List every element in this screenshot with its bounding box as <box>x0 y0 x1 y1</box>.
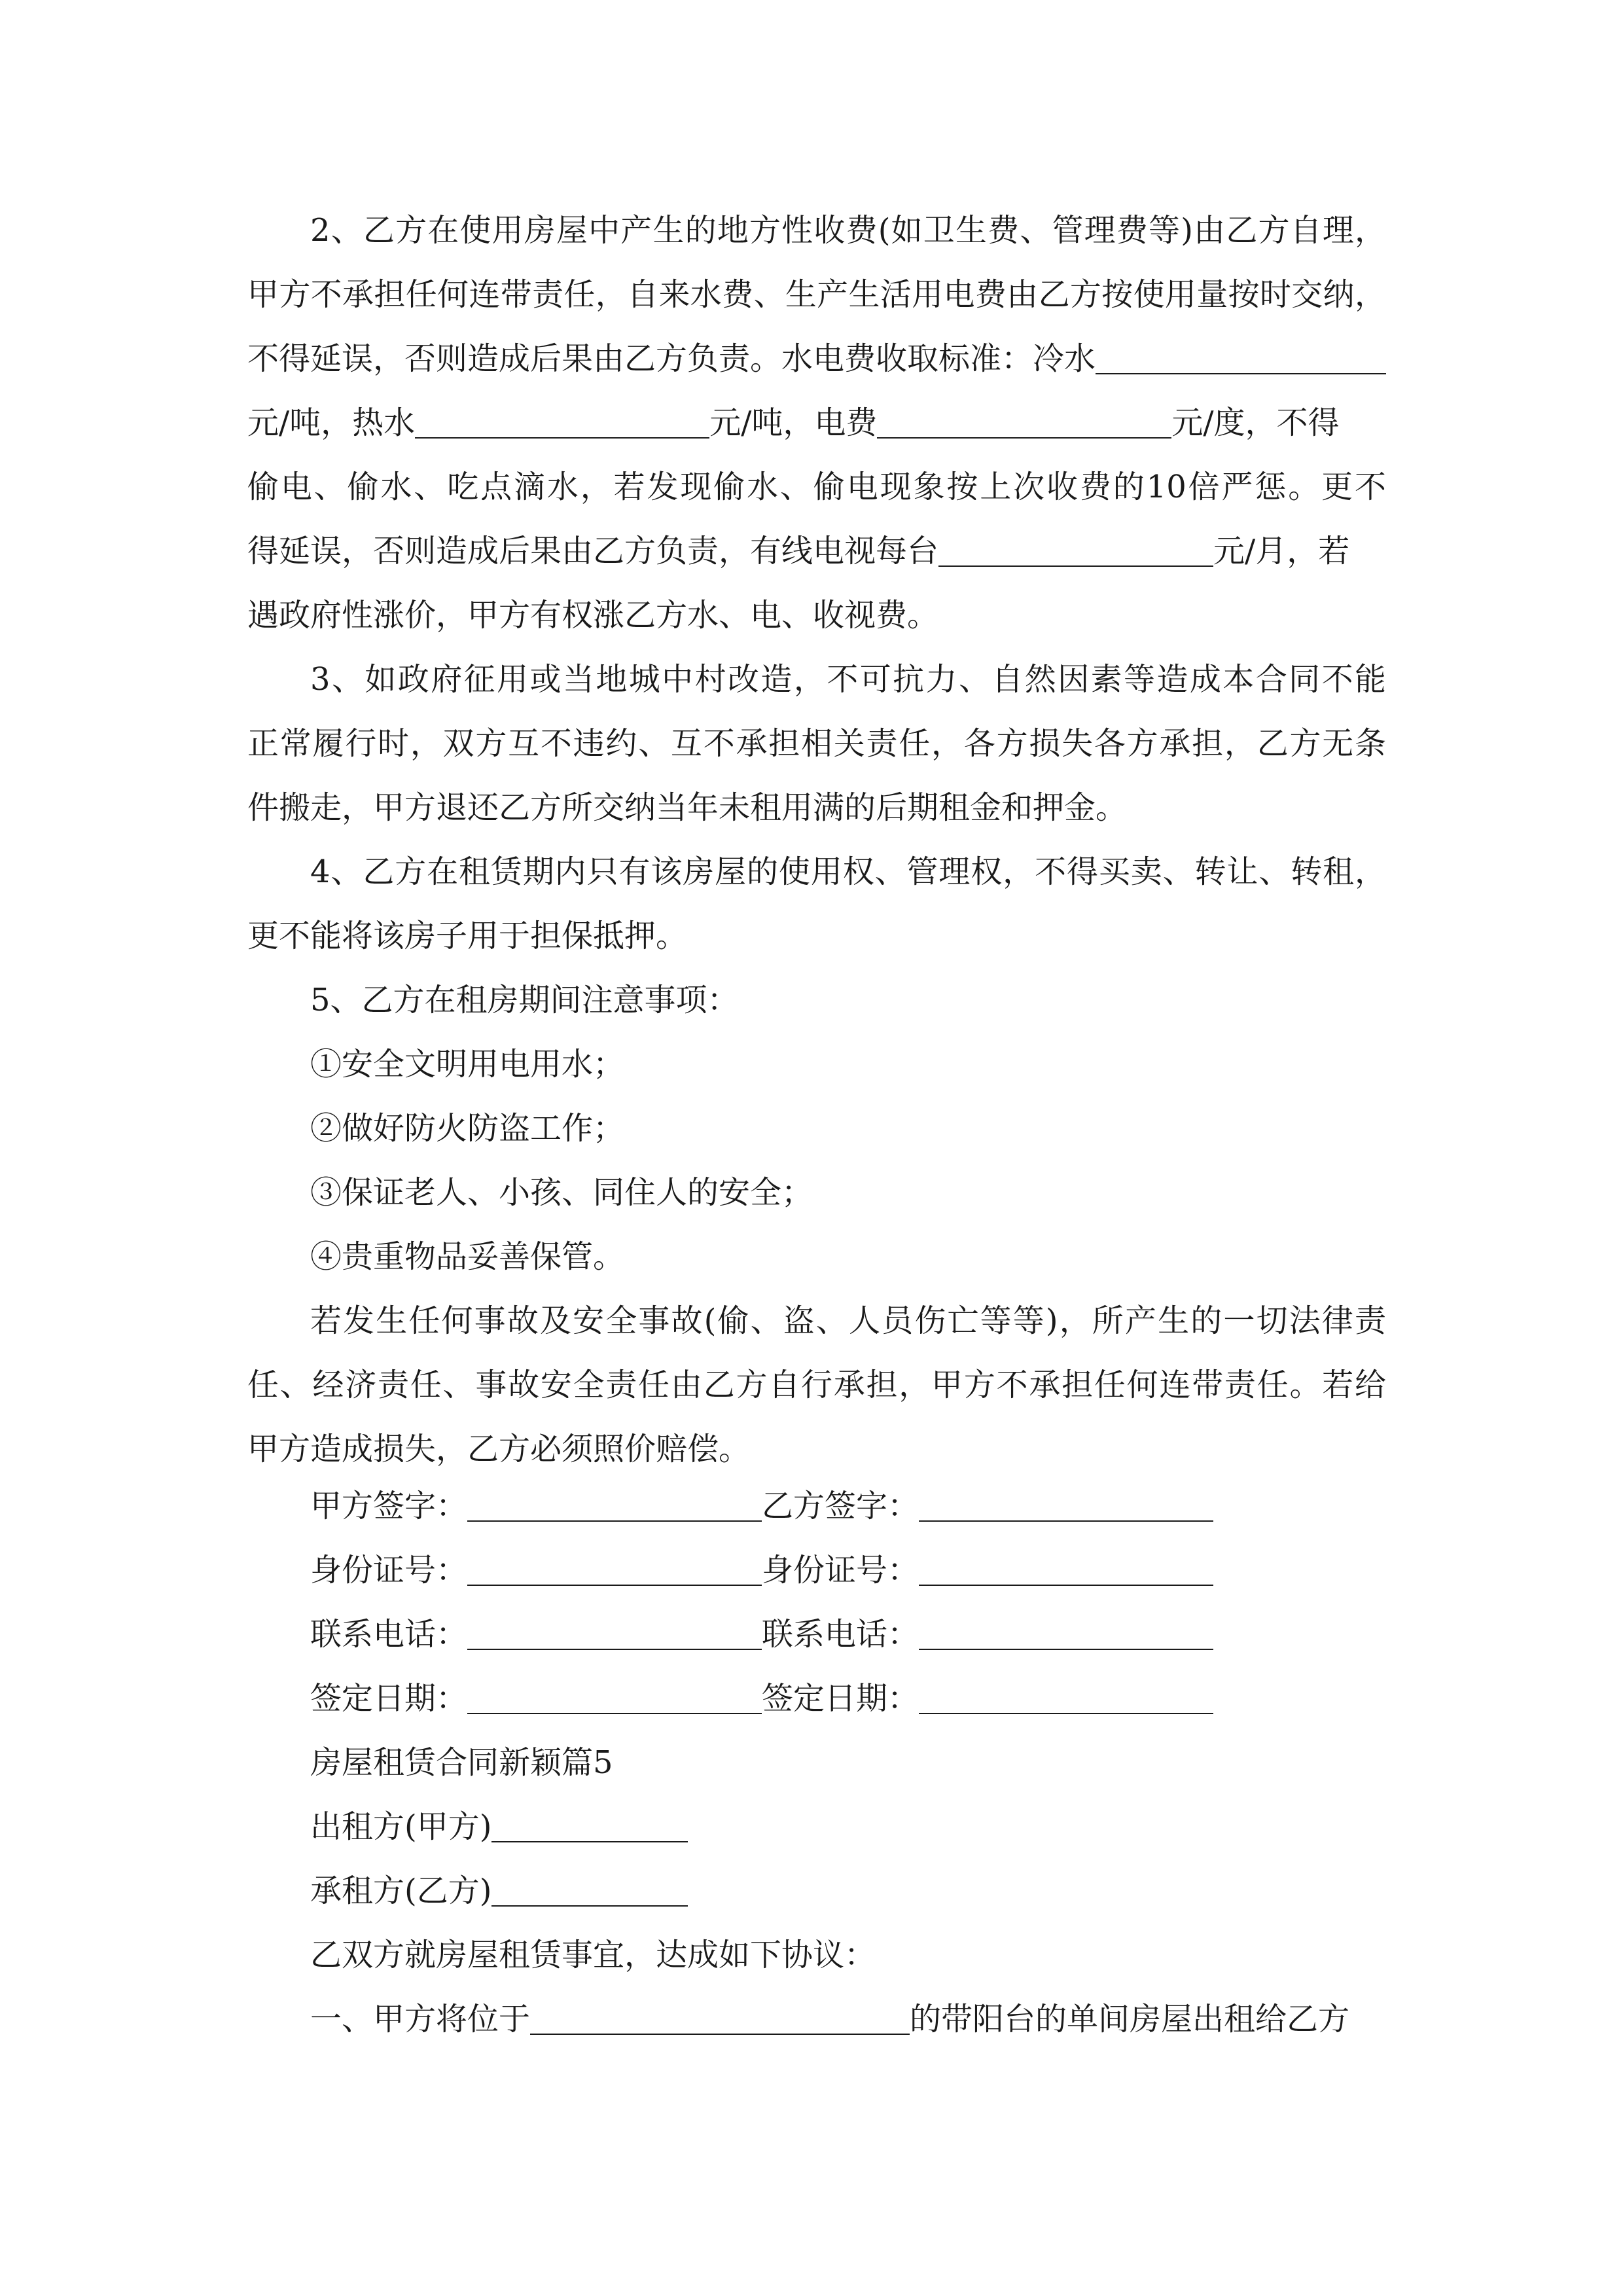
party-a-date-blank[interactable] <box>467 1675 762 1714</box>
lessor-blank[interactable] <box>491 1803 688 1842</box>
clause-2-line-7: 遇政府性涨价，甲方有权涨乙方水、电、收视费。 <box>247 597 939 634</box>
clause-2-line-4 <box>247 391 1386 455</box>
party-a-phone-label: 联系电话： <box>310 1616 468 1653</box>
agreement-line: 乙双方就房屋租赁事宜，达成如下协议： <box>310 1937 876 1973</box>
cable-tv-unit: 元/月，若 <box>1213 533 1350 569</box>
lessee-label: 承租方(乙方) <box>310 1873 492 1909</box>
contract-5-item-1 <box>310 1987 1386 2051</box>
clause-5-item-1: ①安全文明用电用水； <box>310 1046 625 1083</box>
water-rate-label: 不得延误，否则造成后果由乙方负责。水电费收取标准：冷水 <box>247 340 1096 377</box>
party-a-id-blank[interactable] <box>467 1547 762 1586</box>
party-b-phone-label: 联系电话： <box>762 1616 919 1653</box>
cable-tv-blank[interactable] <box>938 528 1213 567</box>
clause-5-item-4: ④贵重物品妥善保管。 <box>310 1238 625 1275</box>
signature-row-2 <box>310 1538 1386 1602</box>
clause-3-line-3: 件搬走，甲方退还乙方所交纳当年未租用满的后期租金和押金。 <box>247 789 1128 826</box>
lessor-line <box>310 1795 1386 1859</box>
clause-4-line-1: 4、乙方在租赁期内只有该房屋的使用权、管理权，不得买卖、转让、转租， <box>310 853 1386 890</box>
party-a-id-label: 身份证号： <box>310 1552 468 1588</box>
cold-water-unit: 元/吨，热水 <box>247 404 416 441</box>
party-b-date-label: 签定日期： <box>762 1680 919 1717</box>
party-b-phone-blank[interactable] <box>919 1611 1213 1650</box>
electricity-unit: 元/度，不得 <box>1171 404 1340 441</box>
liability-line-2: 任、经济责任、事故安全责任由乙方自行承担，甲方不承担任何连带责任。若给 <box>247 1367 1386 1403</box>
hot-water-blank[interactable] <box>415 399 709 439</box>
hot-water-unit: 元/吨，电费 <box>709 404 878 441</box>
party-a-phone-blank[interactable] <box>467 1611 762 1650</box>
clause-5-item-3: ③保证老人、小孩、同住人的安全； <box>310 1174 813 1211</box>
signature-row-4 <box>310 1666 1386 1731</box>
signature-row-1 <box>310 1474 1386 1538</box>
liability-line-3: 甲方造成损失，乙方必须照价赔偿。 <box>247 1431 751 1467</box>
clause-5-title: 5、乙方在租房期间注意事项： <box>310 982 739 1018</box>
lessee-blank[interactable] <box>491 1867 688 1907</box>
clause-2-line-1: 2、乙方在使用房屋中产生的地方性收费(如卫生费、管理费等)由乙方自理， <box>310 212 1386 249</box>
party-b-signature-label: 乙方签字： <box>762 1488 919 1524</box>
clause-5-item-2: ②做好防火防盗工作； <box>310 1110 625 1147</box>
party-b-id-label: 身份证号： <box>762 1552 919 1588</box>
property-location-blank[interactable] <box>530 1996 910 2035</box>
clause-2-line-5: 偷电、偷水、吃点滴水，若发现偷水、偷电现象按上次收费的10倍严惩。更不 <box>247 469 1386 505</box>
property-location-label: 一、甲方将位于 <box>310 2001 531 2037</box>
party-a-signature-blank[interactable] <box>467 1482 762 1522</box>
clause-3-line-1: 3、如政府征用或当地城中村改造，不可抗力、自然因素等造成本合同不能 <box>310 661 1386 698</box>
clause-3-line-2: 正常履行时，双方互不违约、互不承担相关责任，各方损失各方承担，乙方无条 <box>247 725 1386 762</box>
party-b-date-blank[interactable] <box>919 1675 1213 1714</box>
clause-2-line-6 <box>247 519 1386 583</box>
electricity-blank[interactable] <box>877 399 1171 439</box>
lessor-label: 出租方(甲方) <box>310 1808 492 1845</box>
property-description: 的带阳台的单间房屋出租给乙方 <box>910 2001 1350 2037</box>
party-b-signature-blank[interactable] <box>919 1482 1213 1522</box>
clause-2-line-3 <box>247 327 1386 391</box>
cable-tv-label: 得延误，否则造成后果由乙方负责，有线电视每台 <box>247 533 939 569</box>
contract-5-title: 房屋租赁合同新颖篇5 <box>310 1744 613 1781</box>
party-a-date-label: 签定日期： <box>310 1680 468 1717</box>
cold-water-blank[interactable] <box>1096 335 1386 374</box>
party-a-signature-label: 甲方签字： <box>310 1488 468 1524</box>
clause-2-line-2: 甲方不承担任何连带责任，自来水费、生产生活用电费由乙方按使用量按时交纳， <box>247 276 1386 313</box>
liability-line-1: 若发生任何事故及安全事故(偷、盗、人员伤亡等等)，所产生的一切法律责 <box>310 1302 1386 1339</box>
signature-row-3 <box>310 1602 1386 1666</box>
clause-4-line-2: 更不能将该房子用于担保抵押。 <box>247 918 688 954</box>
party-b-id-blank[interactable] <box>919 1547 1213 1586</box>
lessee-line <box>310 1859 1386 1923</box>
